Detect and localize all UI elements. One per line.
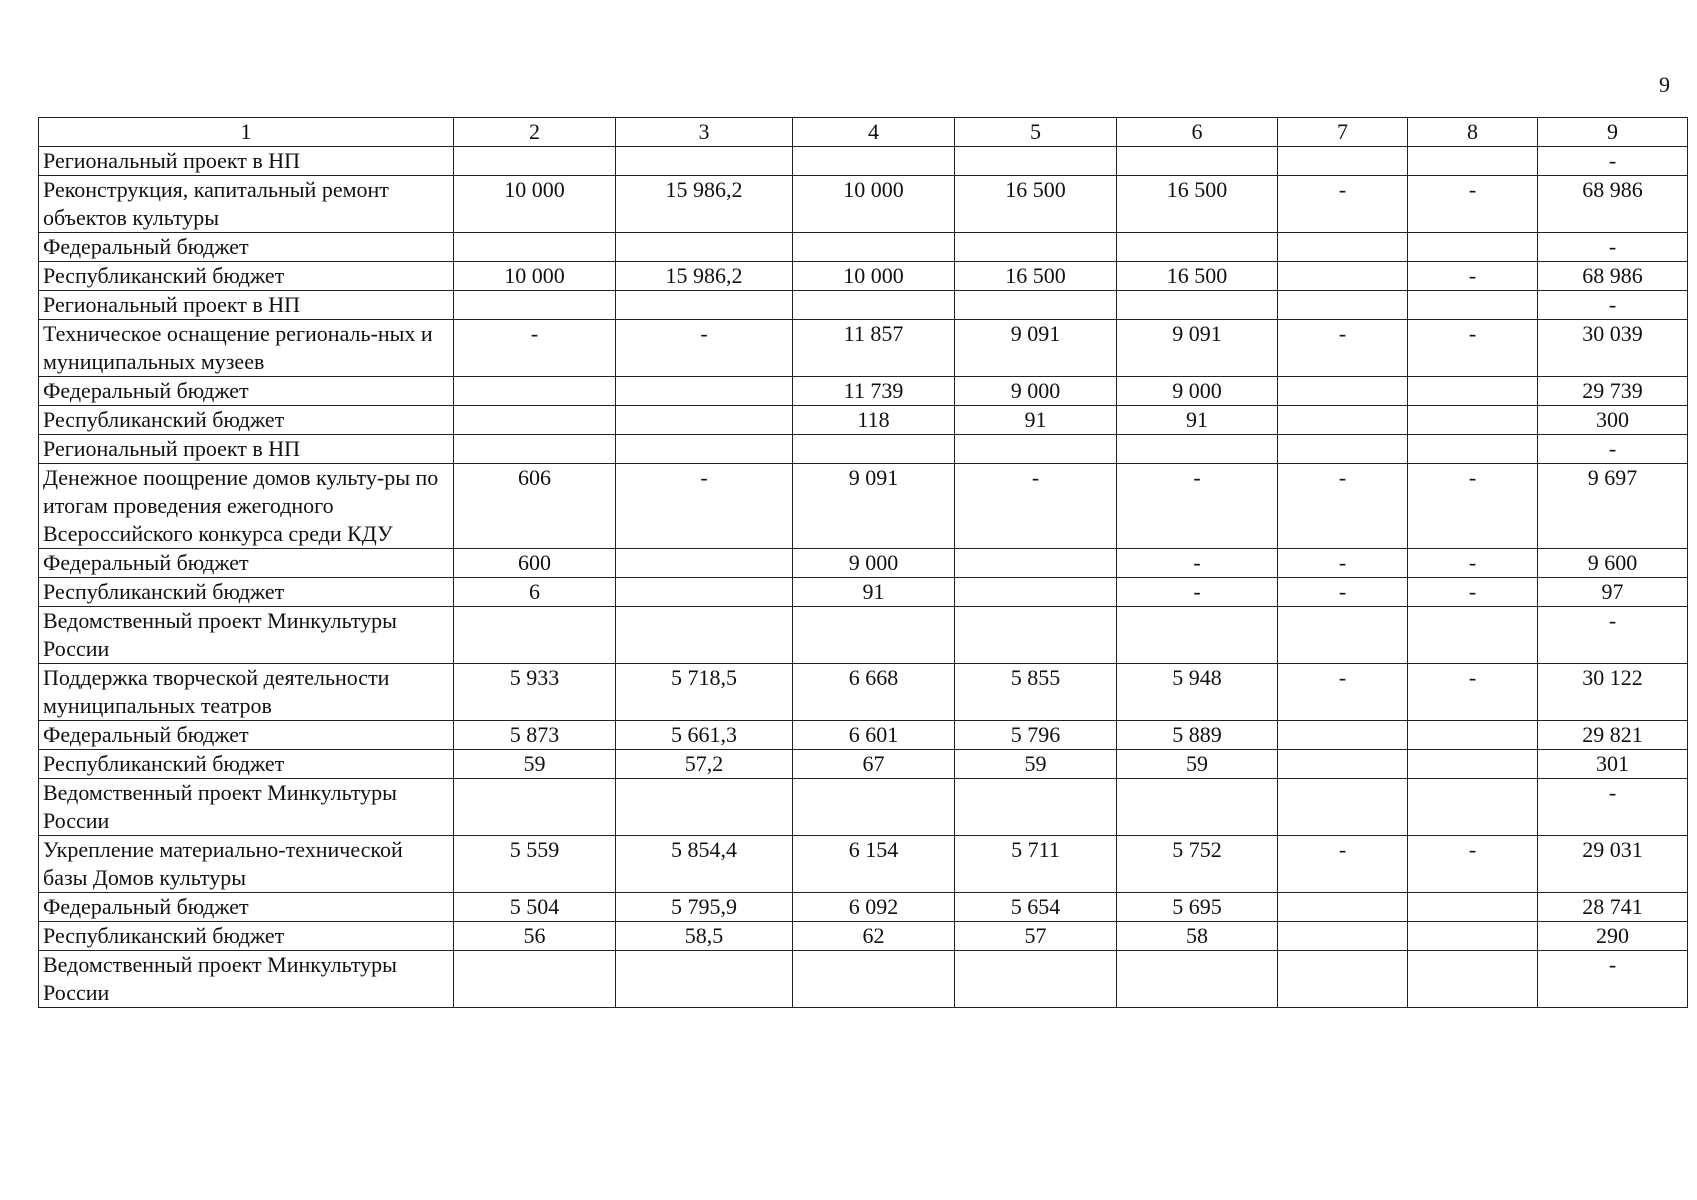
header-row [39,118,1688,147]
value-cell [955,779,1117,836]
value-cell [1117,147,1278,176]
value-cell: 16 500 [1117,262,1278,291]
value-cell [616,607,793,664]
value-cell [1278,750,1408,779]
value-cell: 91 [955,406,1117,435]
value-cell [793,233,955,262]
value-cell: - [1117,578,1278,607]
value-cell [1408,951,1538,1008]
table-row [39,836,1688,893]
value-cell: - [1408,549,1538,578]
value-cell [616,779,793,836]
row-label-cell: Республиканский бюджет [39,262,454,291]
value-cell [454,147,616,176]
value-cell: 10 000 [793,176,955,233]
table-body [39,118,1688,1008]
value-cell [1408,435,1538,464]
value-cell [1278,607,1408,664]
value-cell [1278,779,1408,836]
value-cell: - [1408,262,1538,291]
value-cell: 6 092 [793,893,955,922]
value-cell: 5 933 [454,664,616,721]
budget-table [38,117,1688,1008]
total-cell: 29 739 [1538,377,1688,406]
value-cell [1117,233,1278,262]
value-cell [793,951,955,1008]
value-cell [454,406,616,435]
value-cell: - [1117,464,1278,549]
value-cell [955,951,1117,1008]
value-cell: - [1278,836,1408,893]
value-cell [1408,721,1538,750]
value-cell: 67 [793,750,955,779]
table-row [39,406,1688,435]
value-cell: 11 739 [793,377,955,406]
total-cell: 290 [1538,922,1688,951]
value-cell: - [616,320,793,377]
total-cell: - [1538,435,1688,464]
value-cell: 6 601 [793,721,955,750]
value-cell [1278,377,1408,406]
value-cell: 56 [454,922,616,951]
column-number-header: 1 [39,118,454,147]
value-cell: 57 [955,922,1117,951]
value-cell: 5 654 [955,893,1117,922]
total-cell: - [1538,779,1688,836]
row-label-cell: Укрепление материально-технической базы Домов культуры [39,836,454,893]
value-cell: 59 [454,750,616,779]
value-cell: - [1278,464,1408,549]
value-cell: 5 695 [1117,893,1278,922]
table-row [39,750,1688,779]
table-row [39,607,1688,664]
value-cell: 6 [454,578,616,607]
value-cell [1408,406,1538,435]
value-cell [1117,435,1278,464]
row-label-cell: Республиканский бюджет [39,406,454,435]
value-cell: 62 [793,922,955,951]
value-cell [1278,922,1408,951]
value-cell: 5 504 [454,893,616,922]
value-cell: 9 091 [955,320,1117,377]
value-cell [955,435,1117,464]
value-cell [1117,951,1278,1008]
value-cell: 15 986,2 [616,262,793,291]
value-cell: 5 795,9 [616,893,793,922]
table-row [39,233,1688,262]
total-cell: 30 122 [1538,664,1688,721]
value-cell [454,377,616,406]
value-cell: 5 948 [1117,664,1278,721]
value-cell [454,951,616,1008]
total-cell: - [1538,233,1688,262]
table-row [39,893,1688,922]
row-label-cell: Региональный проект в НП [39,291,454,320]
column-number-header: 3 [616,118,793,147]
value-cell: 5 796 [955,721,1117,750]
row-label-cell: Реконструкция, капитальный ремонт объектов культуры [39,176,454,233]
column-number-header: 9 [1538,118,1688,147]
total-cell: 28 741 [1538,893,1688,922]
value-cell: 58 [1117,922,1278,951]
value-cell [793,607,955,664]
row-label-cell: Денежное поощрение домов культу-ры по итогам проведения ежегодного Всероссийского конкурса среди КДУ [39,464,454,549]
row-label-cell: Федеральный бюджет [39,377,454,406]
value-cell: 5 752 [1117,836,1278,893]
value-cell: - [1278,320,1408,377]
value-cell: 9 000 [1117,377,1278,406]
value-cell: 9 091 [793,464,955,549]
table-row [39,291,1688,320]
value-cell [1117,291,1278,320]
value-cell [793,291,955,320]
value-cell: - [1278,176,1408,233]
value-cell: 15 986,2 [616,176,793,233]
value-cell [1278,291,1408,320]
table-row [39,922,1688,951]
row-label-cell: Федеральный бюджет [39,893,454,922]
value-cell: 59 [1117,750,1278,779]
row-label-cell: Республиканский бюджет [39,750,454,779]
value-cell: 5 661,3 [616,721,793,750]
value-cell: 16 500 [955,176,1117,233]
column-number-header: 2 [454,118,616,147]
total-cell: 29 031 [1538,836,1688,893]
value-cell [1278,951,1408,1008]
value-cell: 16 500 [1117,176,1278,233]
table-row [39,779,1688,836]
page-number: 9 [1659,72,1670,97]
table-row [39,377,1688,406]
table-row [39,664,1688,721]
value-cell [616,406,793,435]
total-cell: - [1538,951,1688,1008]
value-cell: 5 889 [1117,721,1278,750]
value-cell [616,377,793,406]
value-cell: 10 000 [454,176,616,233]
total-cell: - [1538,607,1688,664]
value-cell: 5 718,5 [616,664,793,721]
value-cell: - [1408,664,1538,721]
row-label-cell: Федеральный бюджет [39,721,454,750]
value-cell [454,607,616,664]
value-cell: 5 854,4 [616,836,793,893]
value-cell: 58,5 [616,922,793,951]
value-cell: - [1408,176,1538,233]
value-cell [955,233,1117,262]
total-cell: 68 986 [1538,262,1688,291]
row-label-cell: Техническое оснащение региональ-ных и муниципальных музеев [39,320,454,377]
value-cell: - [1408,320,1538,377]
row-label-cell: Республиканский бюджет [39,922,454,951]
column-number-header: 7 [1278,118,1408,147]
value-cell [1278,406,1408,435]
value-cell [1408,922,1538,951]
value-cell: - [1278,549,1408,578]
row-label-cell: Региональный проект в НП [39,147,454,176]
value-cell [1278,435,1408,464]
total-cell: 9 600 [1538,549,1688,578]
row-label-cell: Поддержка творческой деятельности муниципальных театров [39,664,454,721]
value-cell: 91 [793,578,955,607]
table-row [39,147,1688,176]
table-row [39,578,1688,607]
value-cell [1278,262,1408,291]
value-cell [955,147,1117,176]
total-cell: 30 039 [1538,320,1688,377]
row-label-cell: Ведомственный проект Минкультуры России [39,607,454,664]
value-cell [955,578,1117,607]
value-cell [1117,779,1278,836]
value-cell: - [1408,836,1538,893]
value-cell: - [616,464,793,549]
table-row [39,320,1688,377]
value-cell [955,549,1117,578]
value-cell [454,291,616,320]
value-cell: 16 500 [955,262,1117,291]
value-cell: 10 000 [454,262,616,291]
value-cell [1117,607,1278,664]
value-cell: 5 559 [454,836,616,893]
value-cell: 9 091 [1117,320,1278,377]
value-cell [1278,147,1408,176]
table-row [39,951,1688,1008]
value-cell: 9 000 [793,549,955,578]
table-row [39,464,1688,549]
value-cell [1408,291,1538,320]
value-cell [1278,893,1408,922]
value-cell: 6 668 [793,664,955,721]
table-row [39,262,1688,291]
total-cell: 9 697 [1538,464,1688,549]
row-label-cell: Ведомственный проект Минкультуры России [39,779,454,836]
table-row [39,549,1688,578]
total-cell: 29 821 [1538,721,1688,750]
column-number-header: 4 [793,118,955,147]
value-cell [1408,750,1538,779]
value-cell: 600 [454,549,616,578]
total-cell: 300 [1538,406,1688,435]
value-cell: 11 857 [793,320,955,377]
value-cell [616,578,793,607]
row-label-cell: Республиканский бюджет [39,578,454,607]
total-cell: 97 [1538,578,1688,607]
total-cell: - [1538,291,1688,320]
value-cell [1278,721,1408,750]
value-cell [454,233,616,262]
column-number-header: 5 [955,118,1117,147]
value-cell [616,147,793,176]
value-cell [1408,893,1538,922]
value-cell [955,291,1117,320]
value-cell [616,233,793,262]
total-cell: 301 [1538,750,1688,779]
value-cell: 57,2 [616,750,793,779]
value-cell [1408,607,1538,664]
value-cell [1408,147,1538,176]
value-cell: - [955,464,1117,549]
table-row [39,435,1688,464]
value-cell [616,951,793,1008]
table-row [39,176,1688,233]
value-cell [616,549,793,578]
row-label-cell: Федеральный бюджет [39,233,454,262]
value-cell: 606 [454,464,616,549]
value-cell [1408,377,1538,406]
value-cell [793,435,955,464]
total-cell: - [1538,147,1688,176]
value-cell: 59 [955,750,1117,779]
table-row [39,721,1688,750]
value-cell [454,435,616,464]
value-cell: - [1408,464,1538,549]
value-cell: - [1278,664,1408,721]
value-cell: 118 [793,406,955,435]
value-cell: 5 711 [955,836,1117,893]
row-label-cell: Региональный проект в НП [39,435,454,464]
value-cell [1408,779,1538,836]
value-cell: - [1117,549,1278,578]
value-cell [454,779,616,836]
value-cell: 9 000 [955,377,1117,406]
value-cell [1408,233,1538,262]
column-number-header: 6 [1117,118,1278,147]
column-number-header: 8 [1408,118,1538,147]
value-cell [793,779,955,836]
value-cell: 91 [1117,406,1278,435]
value-cell: 10 000 [793,262,955,291]
row-label-cell: Ведомственный проект Минкультуры России [39,951,454,1008]
value-cell: 5 873 [454,721,616,750]
value-cell: 6 154 [793,836,955,893]
value-cell [1278,233,1408,262]
value-cell: - [1278,578,1408,607]
value-cell: - [454,320,616,377]
total-cell: 68 986 [1538,176,1688,233]
value-cell: - [1408,578,1538,607]
value-cell: 5 855 [955,664,1117,721]
value-cell [616,291,793,320]
value-cell [616,435,793,464]
row-label-cell: Федеральный бюджет [39,549,454,578]
value-cell [793,147,955,176]
value-cell [955,607,1117,664]
